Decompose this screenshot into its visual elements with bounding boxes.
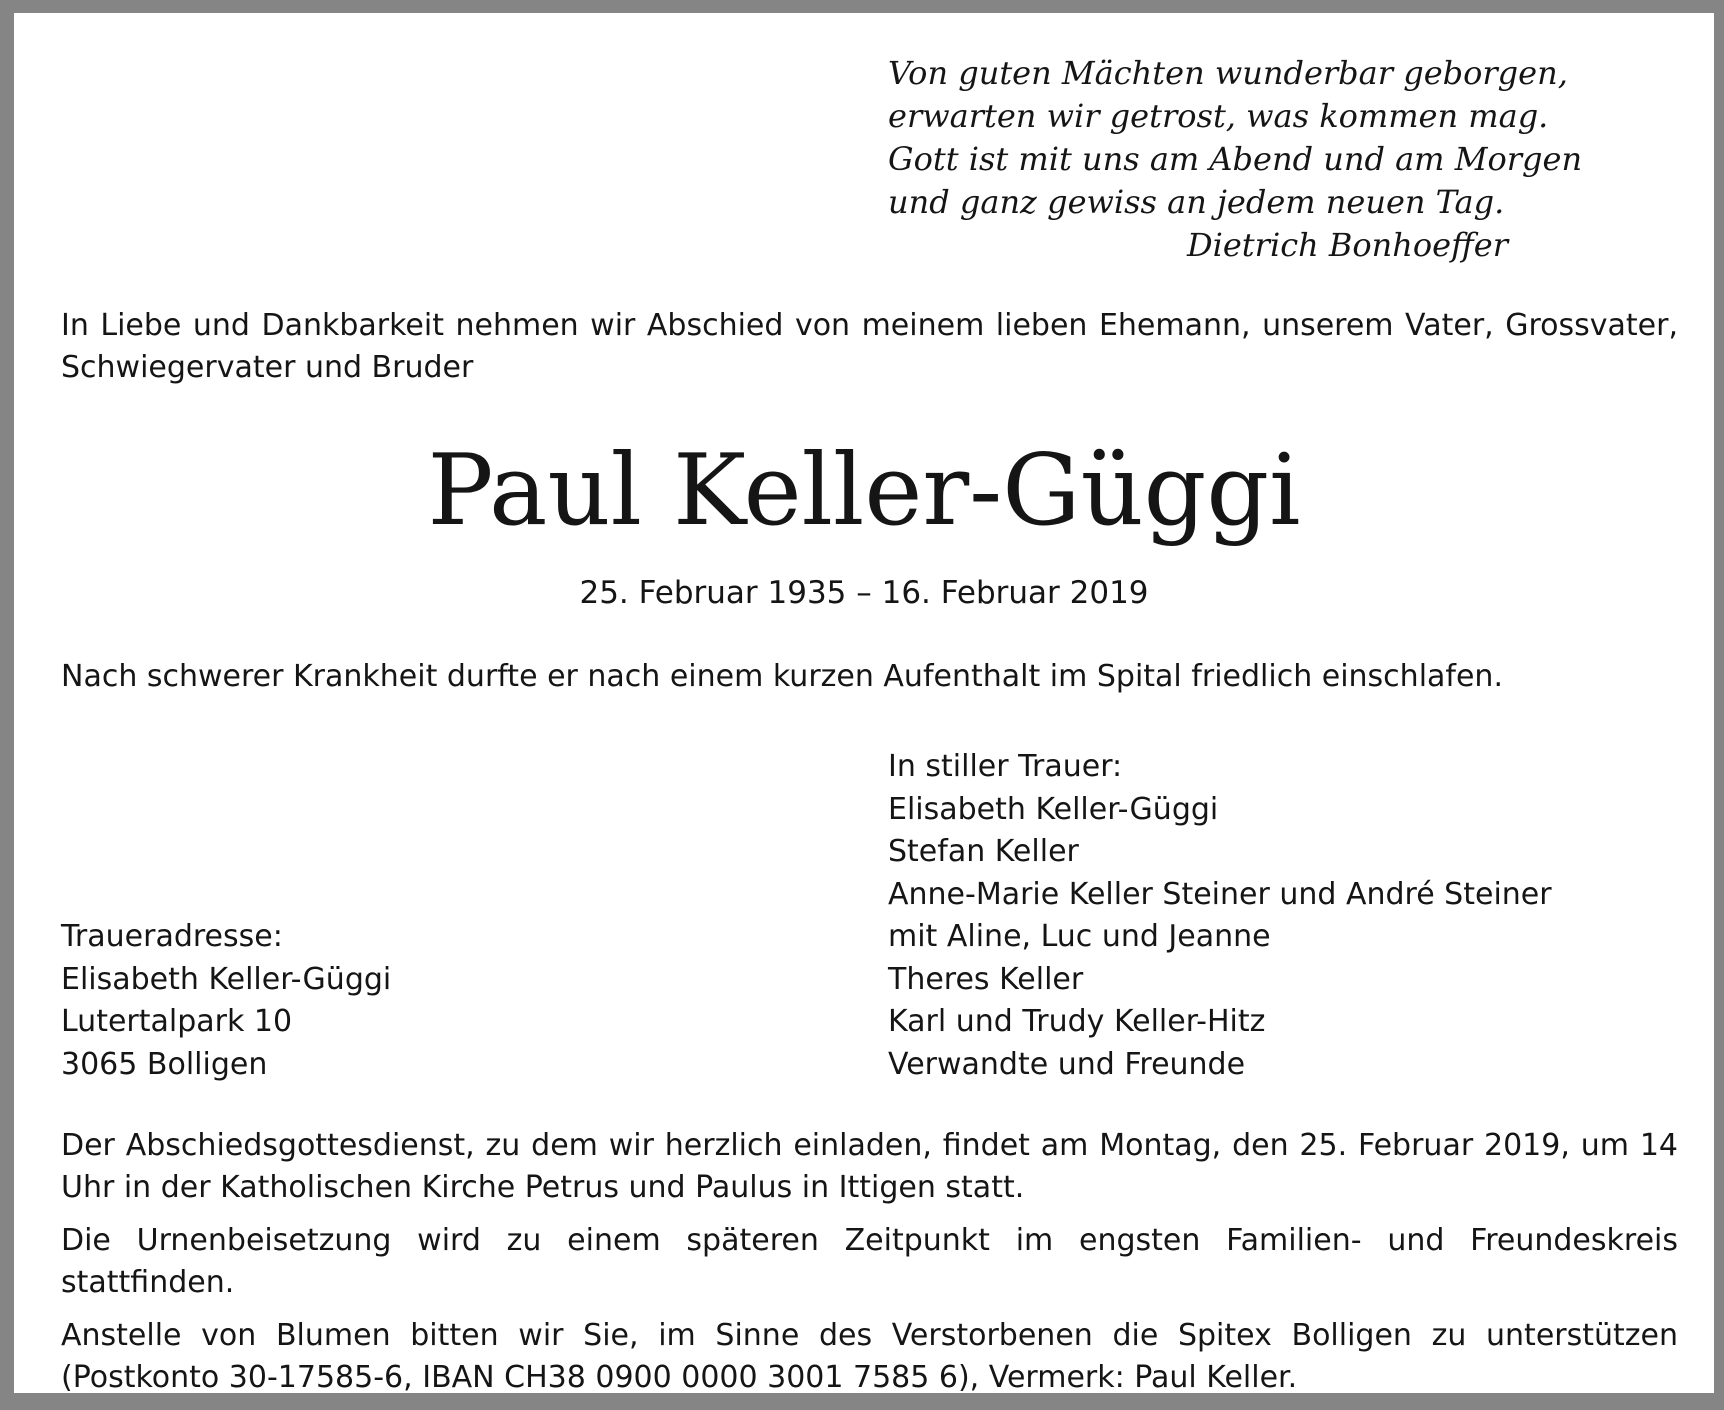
death-note: Nach schwerer Krankheit durfte er nach einem kurzen Aufenthalt im Spital friedlich einschlafen. [61, 659, 1503, 694]
quote-line: und ganz gewiss an jedem neuen Tag. [888, 183, 1505, 221]
mourning-address [61, 916, 391, 1086]
mourner-name: Verwandte und Freunde [888, 1046, 1246, 1082]
service-details [61, 1125, 1678, 1410]
death-notice [14, 13, 1714, 1393]
mourner-name: Elisabeth Keller-Güggi [888, 791, 1219, 827]
donation-note: Anstelle von Blumen bitten wir Sie, im Sinne des Verstorbenen die Spitex Bolligen zu unterstützen (Postkonto 30-17585-6, IBAN CH38 0900 0000 3001 7585 6), Vermerk: Paul Keller. [61, 1318, 1678, 1395]
intro-text: In Liebe und Dankbarkeit nehmen wir Abschied von meinem lieben Ehemann, unserem Vater, Grossvater, Schwiegervater und Bruder [61, 308, 1678, 385]
mourners-heading: In stiller Trauer: [888, 749, 1123, 784]
mourner-name: mit Aline, Luc und Jeanne [888, 919, 1271, 954]
address-name: Elisabeth Keller-Güggi [61, 961, 392, 997]
address-heading: Traueradresse: [61, 919, 283, 954]
burial-note: Die Urnenbeisetzung wird zu einem späteren Zeitpunkt im engsten Familien- und Freundeskreis stattfinden. [61, 1223, 1678, 1300]
quote-line: Von guten Mächten wunderbar geborgen, [888, 54, 1568, 92]
mourner-name: Karl und Trudy Keller-Hitz [888, 1004, 1266, 1039]
service-note: Der Abschiedsgottesdienst, zu dem wir herzlich einladen, findet am Montag, den 25. Februar 2019, um 14 Uhr in der Katholischen Kirche Petrus und Paulus in Ittigen statt. [61, 1128, 1678, 1205]
quote-author: Dietrich Bonhoeffer [1186, 226, 1508, 264]
mourner-name: Stefan Keller [888, 834, 1079, 869]
mourner-name: Theres Keller [888, 961, 1084, 997]
address-city: 3065 Bolligen [61, 1046, 268, 1082]
mourners-list [888, 746, 1552, 1086]
address-street: Lutertalpark 10 [61, 1004, 293, 1039]
life-dates: 25. Februar 1935 – 16. Februar 2019 [579, 575, 1149, 611]
deceased-name: Paul Keller-Güggi [427, 434, 1301, 548]
quote-line: erwarten wir getrost, was kommen mag. [888, 97, 1549, 135]
bonhoeffer-quote [888, 52, 1583, 267]
quote-line: Gott ist mit uns am Abend und am Morgen [888, 140, 1583, 178]
mourner-name: Anne-Marie Keller Steiner und André Steiner [888, 876, 1552, 912]
